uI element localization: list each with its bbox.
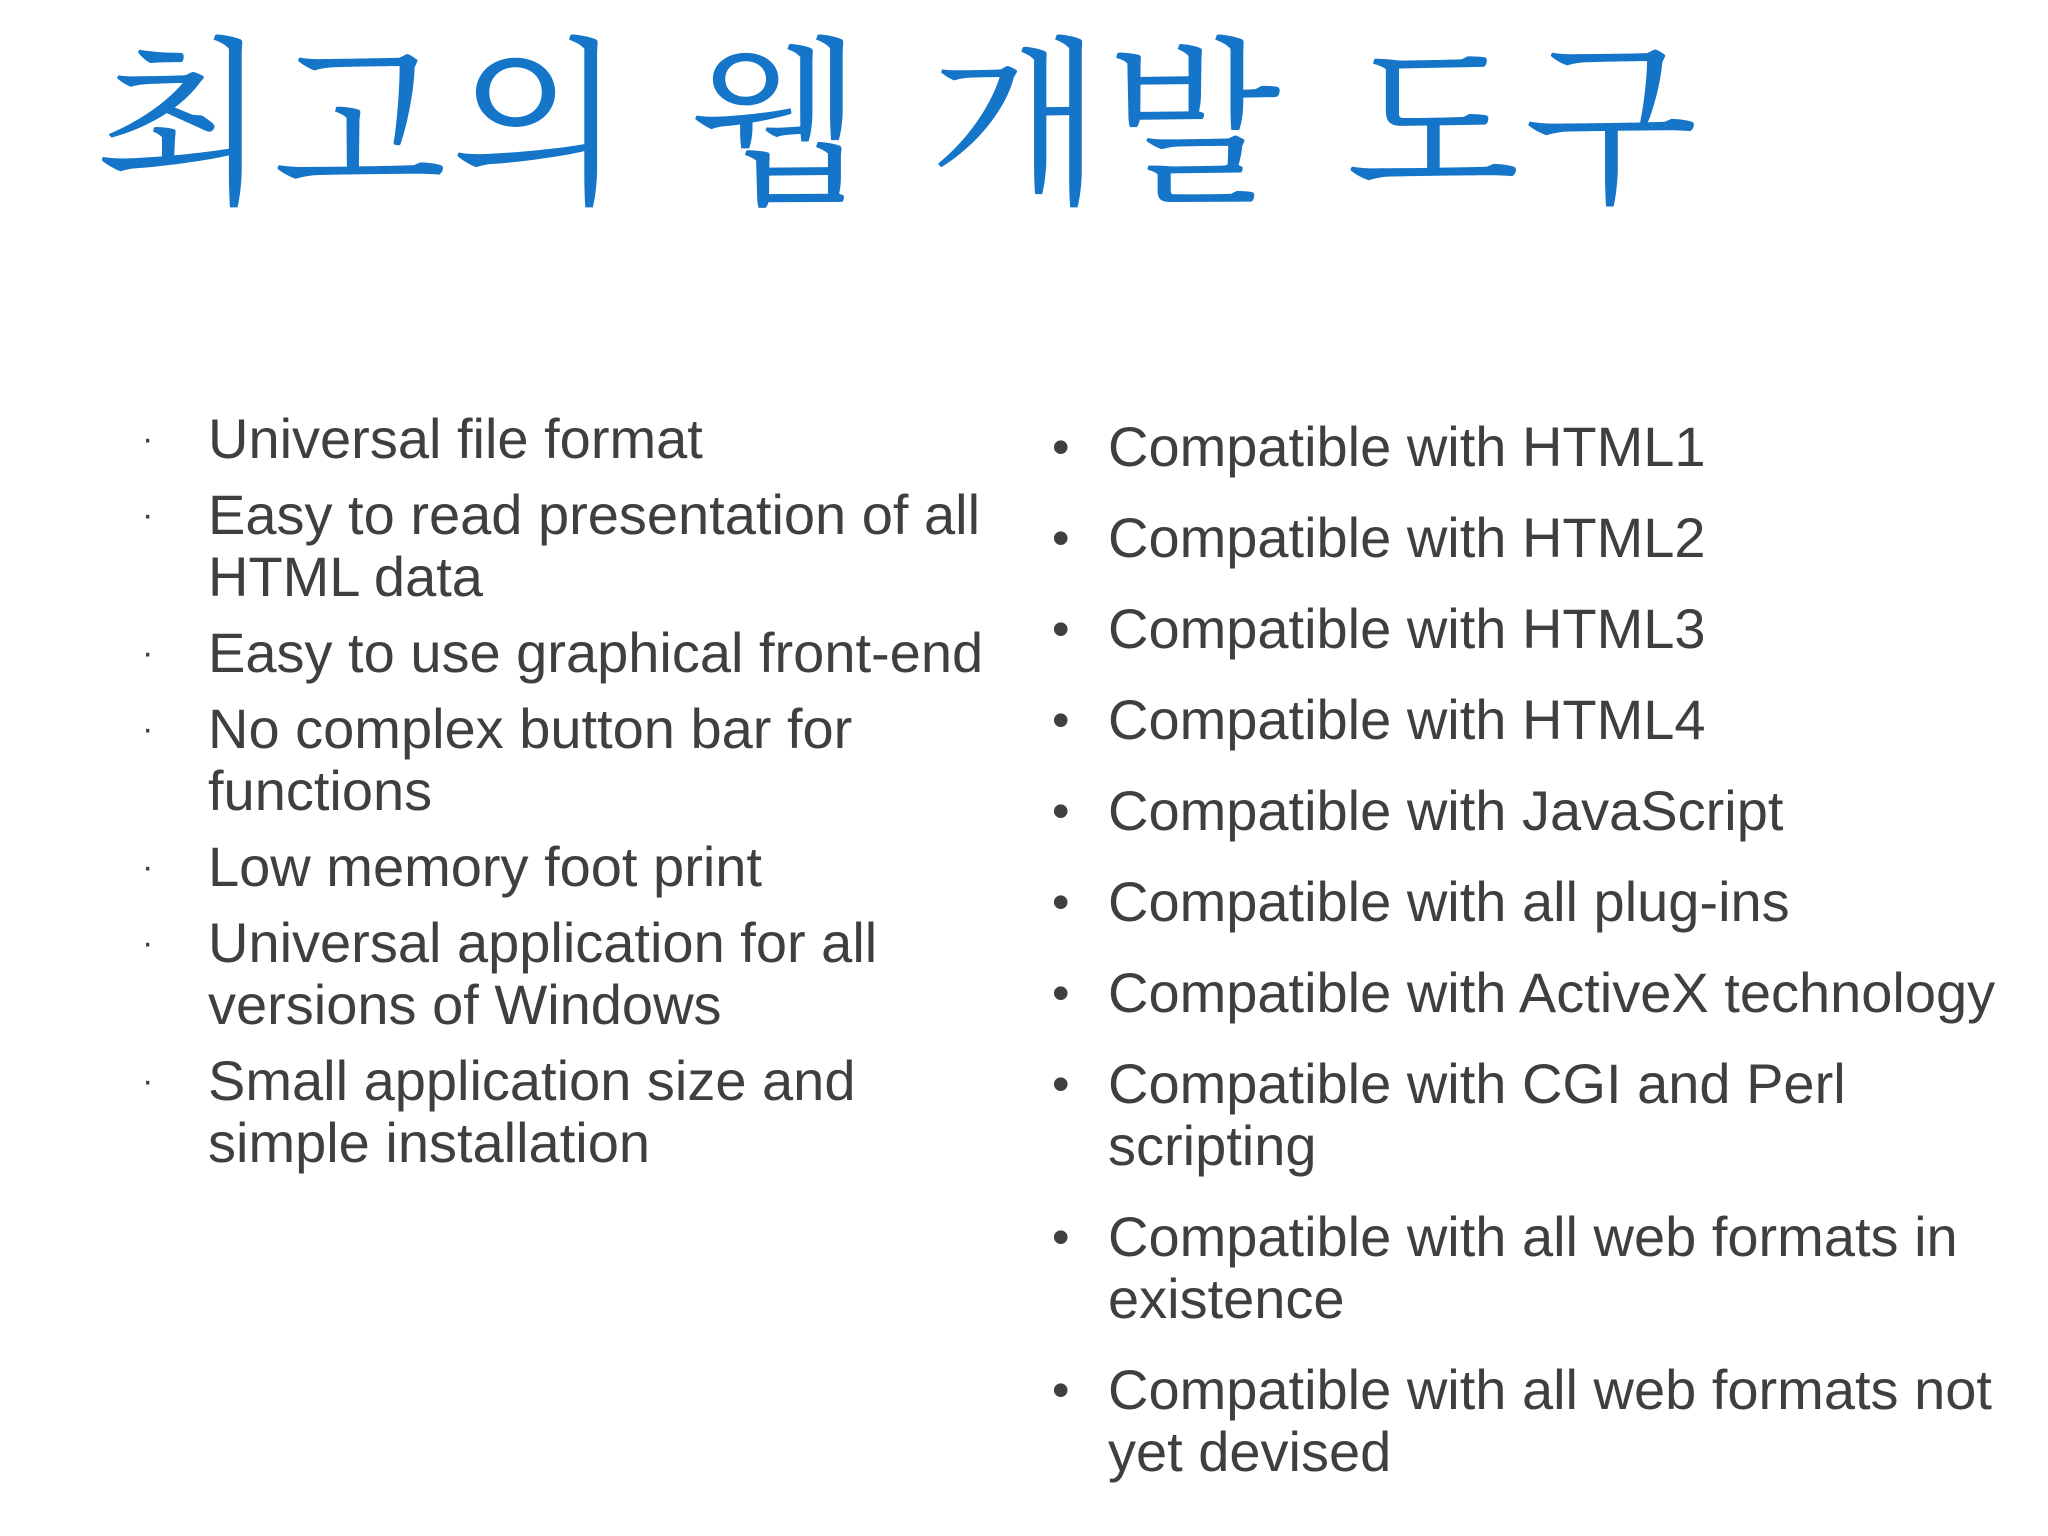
list-item	[1050, 962, 2010, 1024]
list-item-text: Easy to read presentation of all HTML data	[208, 483, 981, 608]
list-item-text: Universal application for all versions of Windows	[208, 911, 878, 1036]
list-item	[1050, 507, 2010, 569]
list-item	[1050, 689, 2010, 751]
list-item-text: No complex button bar for functions	[208, 697, 853, 822]
list-item-text: Small application size and simple installation	[208, 1049, 856, 1174]
list-item	[1050, 416, 2010, 478]
bullet-dot-icon: •	[1052, 1362, 1070, 1418]
bullet-dot-icon: •	[1052, 783, 1070, 839]
list-item-text: Compatible with HTML2	[1108, 506, 1706, 569]
slide-title: 최고의 웹 개발 도구	[95, 22, 1702, 231]
bullet-dot-icon: ·	[142, 710, 154, 748]
list-item-text: Compatible with HTML1	[1108, 415, 1706, 478]
list-item-text: Compatible with CGI and Perl scripting	[1108, 1052, 1846, 1177]
list-item-text: Compatible with JavaScript	[1108, 779, 1784, 842]
list-item-text: Low memory foot print	[208, 835, 762, 898]
bullet-dot-icon: •	[1052, 419, 1070, 475]
list-item	[1050, 871, 2010, 933]
list-item-text: Compatible with ActiveX technology	[1108, 961, 1996, 1024]
list-item-text: Compatible with all web formats in existence	[1108, 1205, 1958, 1330]
list-item	[140, 912, 1020, 1036]
right-bullet-list	[1050, 416, 2010, 1512]
bullet-dot-icon: ·	[142, 420, 154, 458]
bullet-dot-icon: ·	[142, 634, 154, 672]
list-item	[140, 698, 1020, 822]
list-item-text: Universal file format	[208, 407, 703, 470]
list-item-text: Compatible with HTML4	[1108, 688, 1706, 751]
list-item-text: Compatible with all plug-ins	[1108, 870, 1790, 933]
list-item	[140, 622, 1020, 684]
list-item	[1050, 1359, 2010, 1483]
list-item	[140, 1050, 1020, 1174]
bullet-dot-icon: •	[1052, 1209, 1070, 1265]
bullet-dot-icon: ·	[142, 496, 154, 534]
bullet-dot-icon: •	[1052, 601, 1070, 657]
list-item	[1050, 598, 2010, 660]
list-item-text: Easy to use graphical front-end	[208, 621, 984, 684]
bullet-dot-icon: •	[1052, 1056, 1070, 1112]
list-item	[1050, 1053, 2010, 1177]
list-item	[140, 484, 1020, 608]
list-item	[1050, 1206, 2010, 1330]
left-bullet-list	[140, 408, 1020, 1188]
bullet-dot-icon: ·	[142, 848, 154, 886]
bullet-dot-icon: •	[1052, 510, 1070, 566]
list-item-text: Compatible with HTML3	[1108, 597, 1706, 660]
list-item	[140, 408, 1020, 470]
bullet-dot-icon: •	[1052, 874, 1070, 930]
bullet-dot-icon: ·	[142, 1062, 154, 1100]
bullet-dot-icon: ·	[142, 924, 154, 962]
bullet-dot-icon: •	[1052, 965, 1070, 1021]
list-item-text: Compatible with all web formats not yet devised	[1108, 1358, 1992, 1483]
list-item	[1050, 780, 2010, 842]
list-item	[140, 836, 1020, 898]
bullet-dot-icon: •	[1052, 692, 1070, 748]
